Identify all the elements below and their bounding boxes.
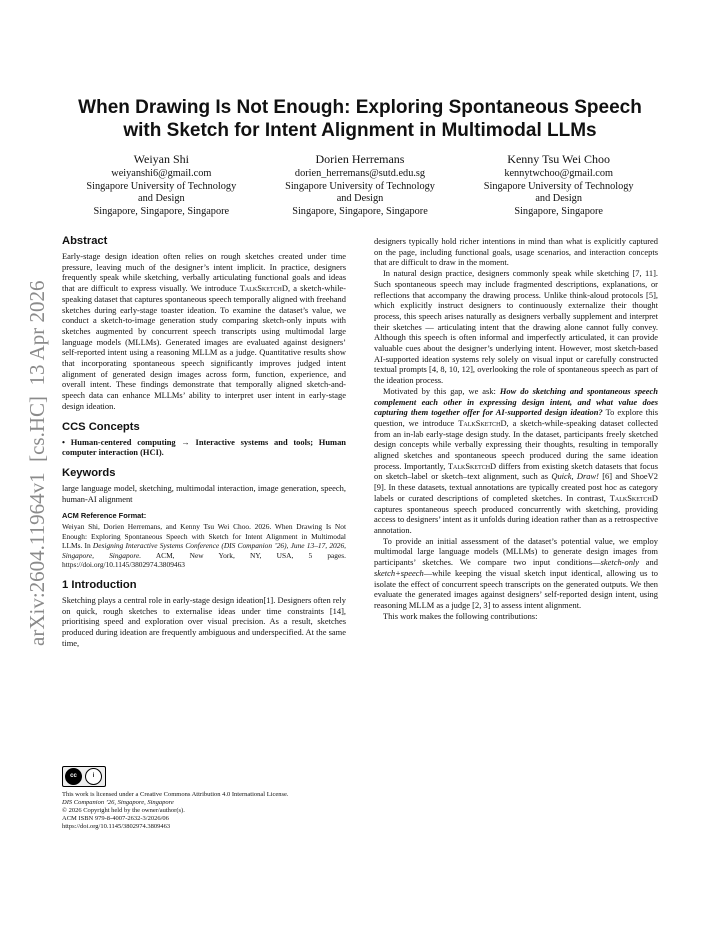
abstract-text: Early-stage design ideation often relies on rough sketches created under time pressure, leaving much of the designer’s intent implicit. In practice, designers frequently speak while sketching, verbally articulating functional goals and ideas that are difficult to express visually. We introduce TalkSketchD, a sketch-while-speaking dataset that captures spontaneous speech temporally aligned with freehand sketches during early-stage toaster ideation. To examine the dataset’s value, we conduct a sketch-to-image generation study comparing sketch-only inputs with sketches augmented by concurrent speech transcripts using multimodal large language models (MLLMs). Generated images are evaluated against designers’ self-reported intent using a reasoning MLLM as a judge. Quantitative results show that incorporating spontaneous speech significantly improves judged intent alignment of generated design images across form, function, experience, and overall intent. These findings demonstrate that temporally aligned sketch-and-speech data can enhance MLLMs’ ability to interpret user intent in early-stage design ideation. [62,251,346,411]
by-icon: i [85,768,102,785]
keywords-text: large language model, sketching, multimodal interaction, image generation, speech, human-AI alignment [62,482,346,504]
footnote-link[interactable]: https://doi.org/10.1145/3802974.3809463 [62,822,171,830]
cc-icon: cc [65,768,82,785]
author-email[interactable]: kennytwchoo@gmail.com [504,168,614,179]
arxiv-stamp-text: arXiv:2604.11964v1 [cs.HC] 13 Apr 2026 [25,280,49,646]
cc-by-badge[interactable] [62,766,106,787]
body-paragraph: designers typically hold richer intentions in mind than what is explicitly captured on the page, including functional goals, usage scenarios, and interaction concepts that are difficult to draw in the moment. [374,236,658,268]
author-location: Singapore, Singapore [514,205,603,217]
author-2 [261,152,460,218]
ccs-text: • Human-centered computing → Interactive systems and tools; Human computer interaction (HCI). [62,436,346,458]
author-affiliation: and Design [336,193,384,205]
author-email[interactable]: weiyanshi6@gmail.com [111,168,212,179]
paper-title [60,96,660,142]
abstract-heading: Abstract [62,235,108,247]
author-1 [62,152,261,218]
keywords-heading: Keywords [62,466,116,479]
author-affiliation: and Design [535,193,582,205]
research-question: How do sketching and spontaneous speech complement each other in expressing design intent, and what value does capturing them together offer for AI-supported design ideation? [374,385,658,418]
author-location: Singapore, Singapore, Singapore [292,205,428,217]
author-block [62,152,658,218]
author-location: Singapore, Singapore, Singapore [93,205,230,217]
author-affiliation: Singapore University of Technology [285,180,435,192]
title-line: with Sketch for Intent Alignment in Multimodal LLMs [123,120,597,141]
right-column [374,236,658,621]
author-3 [459,152,658,218]
intro-heading: 1 Introduction [62,579,137,592]
author-affiliation: Singapore University of Technology [483,180,634,192]
body-paragraph: This work makes the following contributions: [383,610,538,621]
acm-reference-text: Weiyan Shi, Dorien Herremans, and Kenny Tsu Wei Choo. 2026. When Drawing Is Not Enough: Exploring Spontaneous Speech with Sketch for Intent Alignment in Multimodal LLMs. In Designing Interactive Systems Conference (DIS Companion ’26), June 13–17, 2026, Singapore, Singapore. ACM, New York, NY, USA, 5 pages. https://doi.org/10.1145/3802974.3809463 [62,522,346,570]
footnote-line: This work is licensed under a Creative Commons Attribution 4.0 International License. [62,791,289,798]
author-affiliation: and Design [138,193,185,205]
license-footnote [62,766,346,831]
footnote-line: © 2026 Copyright held by the owner/author(s). [62,806,185,814]
acm-reference-heading: ACM Reference Format: [62,511,147,521]
arxiv-stamp [14,258,54,648]
intro-paragraph: Sketching plays a central role in early-stage design ideation[1]. Designers often rely on quick, rough sketches to externalise ideas under time constraints [14], prioritising speed and exploration over visual precision. As a result, sketches produced during ideation are frequently ambiguous and underspecified. At the same time, [62,595,346,648]
author-affiliation: Singapore University of Technology [86,180,237,192]
footnote-line: ACM ISBN 979-8-4007-2632-3/2026/06 [62,814,169,822]
left-column [62,234,346,649]
body-paragraph: Motivated by this gap, we ask: How do sketching and spontaneous speech complement each other in expressing design intent, and what value does capturing them together offer for AI-supported design ideation? To explore this question, we introduce TalkSketchD, a sketch-while-speaking dataset collected from an in-lab early-stage design study. In the dataset, participants freely sketched design concepts while verbally expressing their thoughts, resulting in temporally aligned sketches and spontaneous speech produced during the same ideation process. Importantly, TalkSketchD differs from existing sketch datasets that focus on sketch–label or sketch–text alignment, such as Quick, Draw! [6] and ShoeV2 [9]. In these datasets, textual annotations are typically created post hoc as category labels or curated descriptions of completed sketches. In contrast, TalkSketchD captures spontaneous speech produced concurrently with sketching, providing access to designers’ intent as it unfolds during ideation rather than as a retrospective annotation. [374,385,658,535]
title-line: When Drawing Is Not Enough: Exploring Spontaneous Speech [78,97,642,118]
author-name: Weiyan Shi [133,152,190,166]
author-email[interactable]: dorien_herremans@sutd.edu.sg [294,168,426,179]
footnote-line: DIS Companion ’26, Singapore, Singapore [62,798,174,806]
body-paragraph: In natural design practice, designers commonly speak while sketching [7, 11]. Such spontaneous speech may include fragmented descriptions, explanations, or reflections that accompany the drawing process. Unlike think-aloud protocols [5], which explicitly instruct designers to continuously externalize their thought process, this speech arises naturally as designers verbally supplement and interpret their sketches — articulating intent that the drawing alone cannot fully convey. Although this speech is often informal and imperfectly articulated, it can provide valuable cues about the designer’s underlying intent. However, most sketch-based AI-supported ideation systems rely solely on visual input or carefully constructed textual prompts [4, 8, 10, 12], overlooking the role of spontaneous speech as part of the ideation process. [374,268,658,386]
author-name: Kenny Tsu Wei Choo [507,152,611,166]
body-paragraph: To provide an initial assessment of the dataset’s potential value, we employ multimodal large language models (MLLMs) to generate design images from participants’ sketches. We compare two input conditions—sketch-only and sketch+speech—while keeping the visual sketch input identical, allowing us to isolate the effect of concurrent speech transcripts on the generated outputs. We then evaluate the generated images against designers’ self-reported design intent, using reasoning MLLM as a judge [2, 3] to assess intent alignment. [374,535,658,610]
ccs-heading: CCS Concepts [62,420,140,433]
dataset-name: TalkSketchD [239,283,288,294]
author-name: Dorien Herremans [315,152,405,166]
